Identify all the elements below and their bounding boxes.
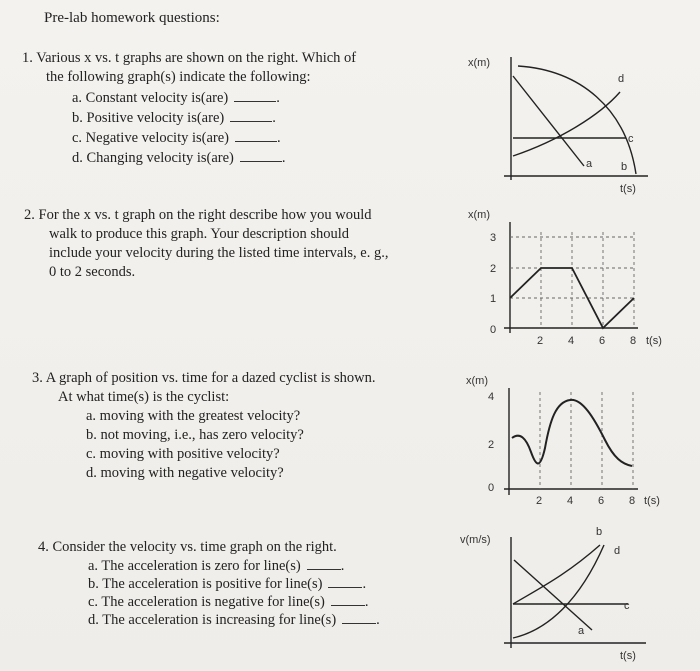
graph4-line-a: [513, 545, 600, 604]
q4-item-d-label: d. The acceleration is increasing for line(s): [88, 612, 337, 628]
q4-item-c-label: c. The acceleration is negative for line(s): [88, 594, 325, 610]
graph1-label-d: d: [618, 73, 625, 85]
graph2-ytick-1: 1: [490, 293, 497, 305]
q3-line-1: 3. A graph of position vs. time for a dazed cyclist is shown.: [32, 370, 376, 386]
q4-item-a: a. The acceleration is zero for line(s) .: [88, 558, 345, 574]
graph3-xlabel: t(s): [644, 495, 660, 507]
graph3-gridlines: [540, 392, 633, 489]
q4-item-b-label: b. The acceleration is positive for line(s): [88, 576, 323, 592]
graph1-curve-d: [513, 92, 620, 156]
graph3-ytick-4: 4: [488, 391, 495, 403]
q3-item-b: b. not moving, i.e., has zero velocity?: [86, 427, 304, 443]
q1-item-c-label: c. Negative velocity is(are): [72, 130, 230, 146]
graph3-ylabel: x(m): [466, 375, 488, 387]
q3-item-d: d. moving with negative velocity?: [86, 465, 284, 481]
q3-item-c: c. moving with positive velocity?: [86, 446, 280, 462]
page-title: Pre-lab homework questions:: [44, 10, 220, 26]
graph4-ylabel: v(m/s): [460, 534, 491, 546]
graph1-label-a: a: [586, 158, 593, 170]
graph2-ylabel: x(m): [468, 209, 490, 221]
q2-line-4: 0 to 2 seconds.: [49, 264, 136, 280]
graph4-label-b: b: [596, 526, 603, 538]
q1-item-b-label: b. Positive velocity is(are): [72, 110, 225, 126]
graph2-xtick-2: 2: [537, 335, 544, 347]
q1-item-c: c. Negative velocity is(are) .: [72, 130, 281, 146]
graph4-curve-b: [513, 545, 604, 638]
q4-item-a-label: a. The acceleration is zero for line(s): [88, 558, 301, 574]
graph1-label-b: b: [621, 161, 628, 173]
graph2-xtick-4: 4: [568, 335, 575, 347]
graph4-line-d: [514, 560, 592, 630]
graph3-ytick-0: 0: [488, 482, 495, 494]
graph3-ytick-2: 2: [488, 439, 495, 451]
q1-item-a: a. Constant velocity is(are) .: [72, 90, 280, 106]
q2-line-1: 2. For the x vs. t graph on the right describe how you would: [24, 207, 372, 223]
graph3-xtick-8: 8: [629, 495, 636, 507]
graph-4: [504, 537, 646, 648]
q4-item-c: c. The acceleration is negative for line(s) .: [88, 594, 369, 610]
graph4-label-a: a: [578, 625, 585, 637]
graph2-xtick-8: 8: [630, 335, 637, 347]
graph2-ytick-0: 0: [490, 324, 497, 336]
graph1-label-c: c: [628, 133, 634, 145]
q1-item-a-label: a. Constant velocity is(are): [72, 90, 229, 106]
graph-2: [504, 222, 638, 333]
q4-item-d: d. The acceleration is increasing for line(s) .: [88, 612, 380, 628]
graph2-xlabel: t(s): [646, 335, 662, 347]
q1-line-2: the following graph(s) indicate the following:: [46, 69, 311, 85]
q1-line-1: 1. Various x vs. t graphs are shown on the right. Which of: [22, 50, 357, 66]
graph3-xtick-4: 4: [567, 495, 574, 507]
q4-line-1: 4. Consider the velocity vs. time graph on the right.: [38, 539, 337, 555]
graph3-position-curve: [512, 400, 632, 466]
graph1-xlabel: t(s): [620, 183, 636, 195]
graph4-label-c: c: [624, 600, 630, 612]
graph4-label-d: d: [614, 545, 621, 557]
graph1-ylabel: x(m): [468, 57, 490, 69]
graph4-xlabel: t(s): [620, 650, 636, 662]
q1-item-d-label: d. Changing velocity is(are): [72, 150, 234, 166]
q3-item-a: a. moving with the greatest velocity?: [86, 408, 301, 424]
graph2-xtick-6: 6: [599, 335, 606, 347]
graph2-ytick-2: 2: [490, 263, 497, 275]
q1-item-b: b. Positive velocity is(are) .: [72, 110, 276, 126]
graph2-ytick-3: 3: [490, 232, 497, 244]
q3-line-2: At what time(s) is the cyclist:: [58, 389, 230, 405]
q2-line-3: include your velocity during the listed time intervals, e. g.,: [49, 245, 389, 261]
q2-line-2: walk to produce this graph. Your description should: [49, 226, 350, 242]
q1-item-d: d. Changing velocity is(are) .: [72, 150, 286, 166]
q4-item-b: b. The acceleration is positive for line(s) .: [88, 576, 367, 592]
graph3-xtick-6: 6: [598, 495, 605, 507]
graph3-xtick-2: 2: [536, 495, 543, 507]
graph-3: [504, 388, 638, 495]
